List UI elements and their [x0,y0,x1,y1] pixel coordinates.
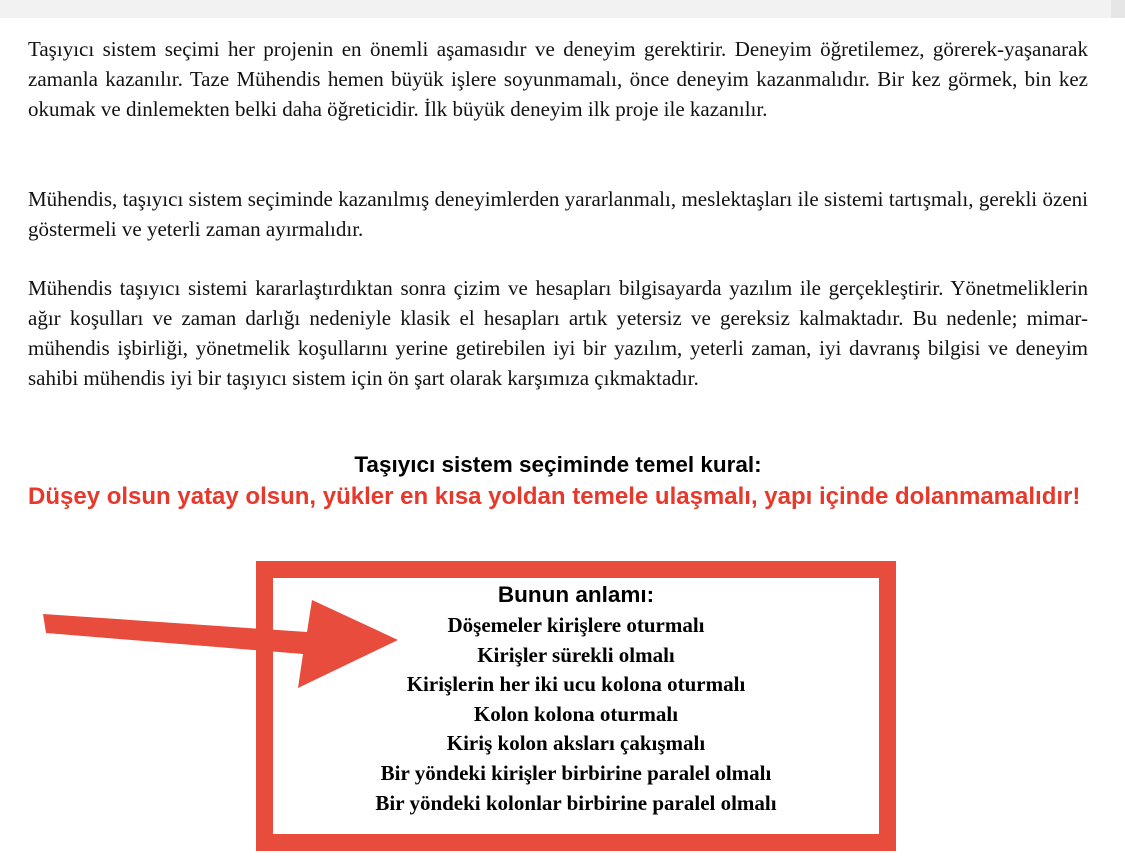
rule-heading: Taşıyıcı sistem seçiminde temel kural: [354,452,762,477]
meaning-heading: Bunun anlamı: [497,582,655,607]
paragraph-3: Mühendis taşıyıcı sistemi kararlaştırdıktan sonra çizim ve hesapları bilgisayarda yazılım ile gerçekleştirir. Yönetmeliklerin ağır koşulları ve zaman darlığı nedeniyle klasik el hesapları artık yetersiz ve gereksiz kalmaktadır. Bu nedenle; mimar-mühendis işbirliği, yönetmelik koşullarını yerine getirebilen iyi bir yazılım, yeterli zaman, iyi davranış bilgisi ve deneyim sahibi mühendis iyi bir taşıyıcı sistem için ön şart olarak karşımıza çıkmaktadır. [28,276,1088,390]
meaning-item: Kirişlerin her iki ucu kolona oturmalı [406,672,746,697]
paragraph-2: Mühendis, taşıyıcı sistem seçiminde kazanılmış deneyimlerden yararlanmalı, meslektaşları ile sistemi tartışmalı, gerekli özeni göstermeli ve yeterli zaman ayırmalıdır. [28,187,1088,241]
paragraph-1: Taşıyıcı sistem seçimi her projenin en önemli aşamasıdır ve deneyim gerektirir. Deneyim öğretilemez, görerek-yaşanarak zamanla kazanılır. Taze Mühendis hemen büyük işlere soyunmamalı, önce deneyim kazanmalıdır. Bir kez görmek, bin kez okumak ve dinlemekten belki daha öğreticidir. İlk büyük deneyim ilk proje ile kazanılır. [28,37,1088,121]
meaning-item: Kiriş kolon aksları çakışmalı [446,731,706,756]
meaning-item: Bir yöndeki kolonlar birbirine paralel olmalı [375,790,777,815]
rule-statement: Düşey olsun yatay olsun, yükler en kısa yoldan temele ulaşmalı, yapı içinde dolanmamalıdır! [28,483,1081,510]
meaning-item: Bir yöndeki kirişler birbirine paralel olmalı [380,760,772,785]
meaning-item: Döşemeler kirişlere oturmalı [447,613,705,637]
meaning-item: Kirişler sürekli olmalı [477,642,675,667]
meaning-item: Kolon kolona oturmalı [473,701,679,726]
